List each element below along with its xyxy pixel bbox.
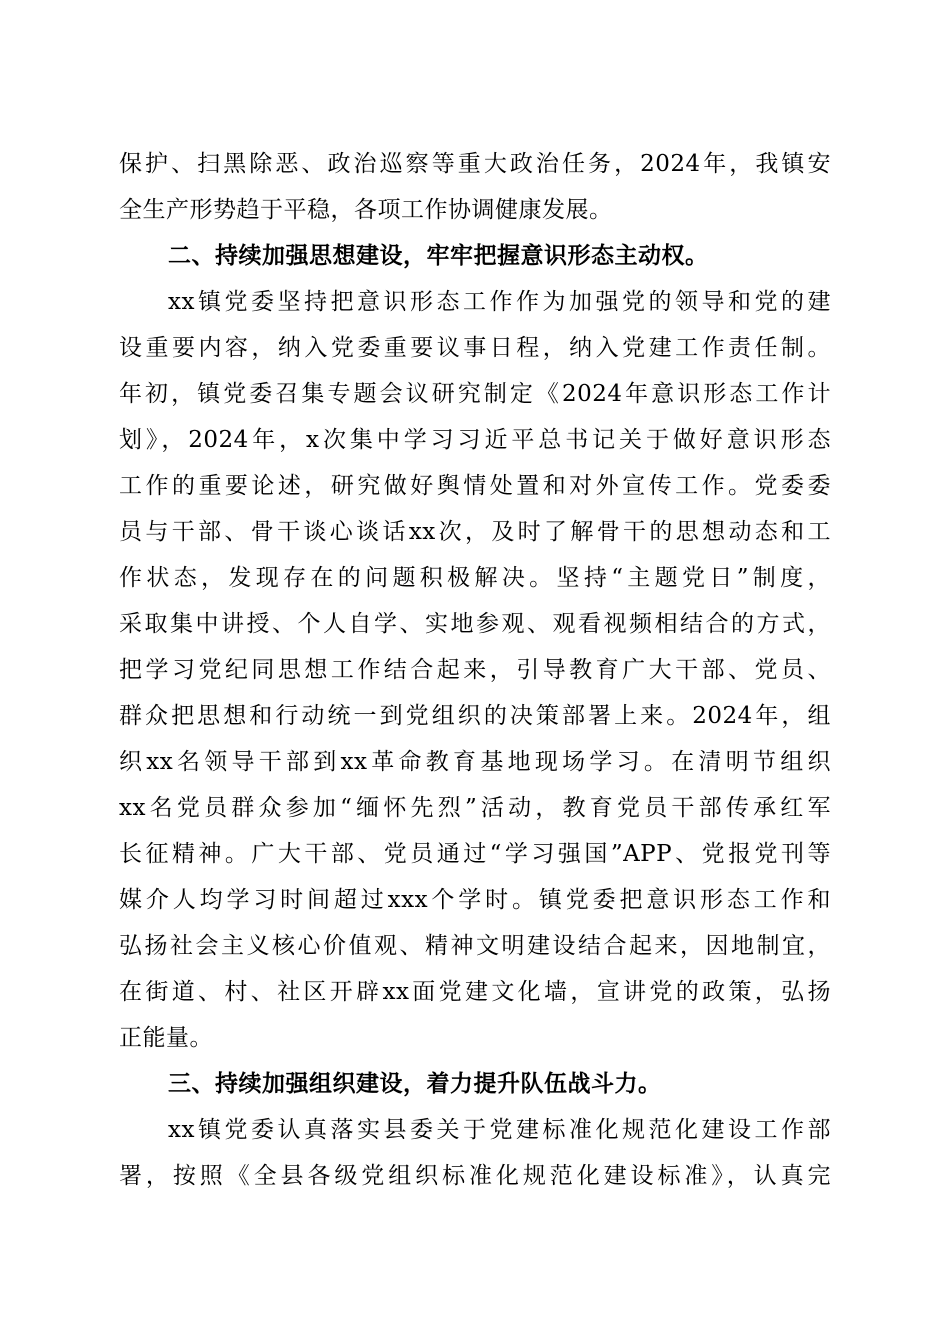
- paragraph-line: 长征精神。广大干部、党员通过“学习强国”APP、党报党刊等: [119, 841, 831, 867]
- section-heading: 三、持续加强组织建设，着力提升队伍战斗力。: [168, 1071, 662, 1097]
- paragraph-line: 采取集中讲授、个人自学、实地参观、观看视频相结合的方式，: [119, 611, 831, 637]
- paragraph-line: 员与干部、骨干谈心谈话xx次，及时了解骨干的思想动态和工: [119, 519, 831, 545]
- paragraph-line: 织xx名领导干部到xx革命教育基地现场学习。在清明节组织: [119, 749, 831, 775]
- paragraph-line: 媒介人均学习时间超过xxx个学时。镇党委把意识形态工作和: [119, 887, 831, 913]
- paragraph-line: 全生产形势趋于平稳，各项工作协调健康发展。: [119, 197, 613, 223]
- paragraph-line: 划》，2024年，x次集中学习习近平总书记关于做好意识形态: [119, 427, 831, 453]
- paragraph-line: 工作的重要论述，研究做好舆情处置和对外宣传工作。党委委: [119, 473, 831, 499]
- paragraph-line: 正能量。: [119, 1025, 213, 1051]
- paragraph-line: xx名党员群众参加“缅怀先烈”活动，教育党员干部传承红军: [119, 795, 831, 821]
- section-heading: 二、持续加强思想建设，牢牢把握意识形态主动权。: [168, 243, 709, 269]
- paragraph-line: 作状态，发现存在的问题积极解决。坚持“主题党日”制度，: [119, 565, 831, 591]
- paragraph-line: xx镇党委坚持把意识形态工作作为加强党的领导和党的建: [168, 289, 831, 315]
- paragraph-line: 弘扬社会主义核心价值观、精神文明建设结合起来，因地制宜，: [119, 933, 831, 959]
- paragraph-line: 署，按照《全县各级党组织标准化规范化建设标准》，认真完: [119, 1163, 831, 1189]
- paragraph-line: 设重要内容，纳入党委重要议事日程，纳入党建工作责任制。: [119, 335, 831, 361]
- paragraph-line: 群众把思想和行动统一到党组织的决策部署上来。2024年，组: [119, 703, 831, 729]
- paragraph-line: 保护、扫黑除恶、政治巡察等重大政治任务，2024年，我镇安: [119, 151, 831, 177]
- paragraph-line: 年初，镇党委召集专题会议研究制定《2024年意识形态工作计: [119, 381, 831, 407]
- paragraph-line: 在街道、村、社区开辟xx面党建文化墙，宣讲党的政策，弘扬: [119, 979, 831, 1005]
- paragraph-line: xx镇党委认真落实县委关于党建标准化规范化建设工作部: [168, 1117, 831, 1143]
- paragraph-line: 把学习党纪同思想工作结合起来，引导教育广大干部、党员、: [119, 657, 831, 683]
